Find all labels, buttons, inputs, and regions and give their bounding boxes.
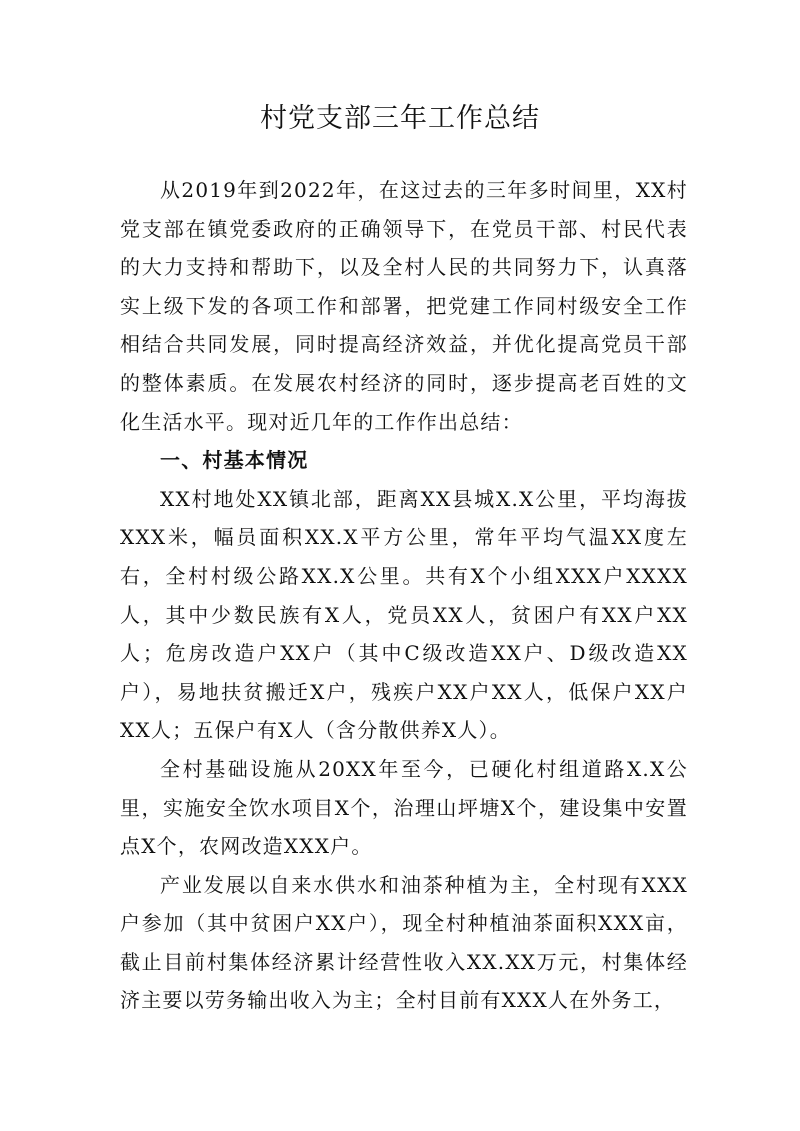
document-title: 村党支部三年工作总结 — [260, 103, 540, 134]
industry-paragraph: 产业发展以自来水供水和油茶种植为主，全村现有XXX户参加（其中贫困户XX户），现全村种植油茶面积XXX亩，截止目前村集体经济累计经营性收入XX.XX万元，村集体经济主要以劳务输出收入为主；全村目前有XXX人在外务工， — [120, 872, 688, 1013]
document-body — [120, 171, 688, 1020]
basic-info-paragraph: XX村地处XX镇北部，距离XX县城X.X公里，平均海拔XXX米，幅员面积XX.X平方公里，常年平均气温XX度左右，全村村级公路XX.X公里。共有X个小组XXX户XXXX人，其中少数民族有X人，党员XX人，贫困户有XX户XX人；危房改造户XX户（其中C级改造XX户、D级改造XX户），易地扶贫搬迁X户，残疾户XX户XX人，低保户XX户XX人；五保户有X人（含分散供养X人）。 — [120, 486, 688, 743]
infrastructure-paragraph: 全村基础设施从20XX年至今，已硬化村组道路X.X公里，实施安全饮水项目X个，治理山坪塘X个，建设集中安置点X个，农网改造XXX户。 — [120, 756, 688, 859]
section-heading-basic-info: 一、村基本情况 — [160, 448, 309, 473]
intro-paragraph: 从2019年到2022年，在这过去的三年多时间里，XX村党支部在镇党委政府的正确领导下，在党员干部、村民代表的大力支持和帮助下，以及全村人民的共同努力下，认真落实上级下发的各项工作和部署，把党建工作同村级安全工作相结合共同发展，同时提高经济效益，并优化提高党员干部的整体素质。在发展农村经济的同时，逐步提高老百姓的文化生活水平。现对近几年的工作作出总结： — [120, 178, 688, 434]
